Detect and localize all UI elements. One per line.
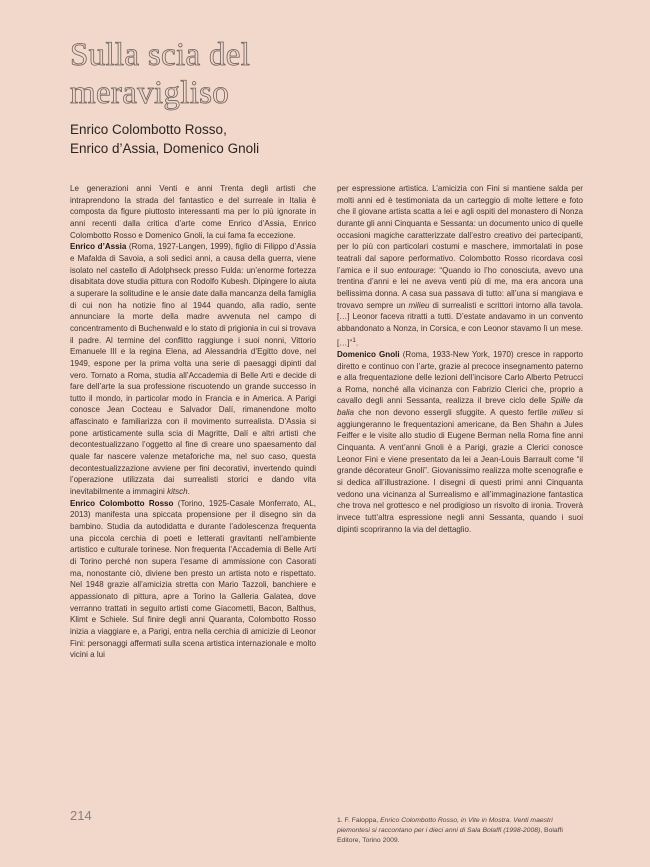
right-column (337, 183, 583, 535)
page-number: 214 (70, 808, 92, 823)
footnote-a: 1. F. Faloppa, (337, 817, 381, 824)
page-subtitle (70, 120, 259, 158)
gnoli-text-a: (Roma, 1933-New York, 1970) cresce in rapporto diretto e continuo con l’arte, grazie al precoce insegnamento paterno e alla frequentazione delle lezioni dell’incisore Carlo Alberto Petrucci a Roma, nonché alla vicinanza con Fabrizio Clerici che, proprio a cavallo degli anni Sessanta, realizza il breve ciclo delle (337, 349, 583, 406)
footnote-b: , Bolaffi Editore, Torino 2009. (337, 827, 563, 844)
footnote-ref: 1 (352, 336, 356, 344)
gnoli-name: Domenico Gnoli (337, 349, 400, 359)
title-line-2: meravigliso (70, 75, 230, 111)
milieu-word-2: milieu (551, 408, 573, 418)
assia-end: . (187, 487, 190, 497)
colombotto-name: Enrico Colombotto Rosso (70, 498, 174, 508)
kitsch-word: kitsch (167, 487, 188, 497)
spille-title: Spille da balia (337, 396, 584, 418)
assia-name: Enrico d’Assia (70, 242, 127, 252)
assia-paragraph (70, 241, 316, 497)
gnoli-paragraph (337, 349, 583, 536)
title-line-1: Sulla scia del (70, 37, 251, 73)
assia-text: (Roma, 1927-Langen, 1999), figlio di Filippo d’Assia e Mafalda di Savoia, a soli sedici anni, a causa della guerra, viene isolato nel castello di Adolphseck presso Fulda: un’enorme fortezza disabitata dove studia pittura con Rodolfo Kubesh. Dipingere lo aiuta a superare la solitudine e le ansie date dalla mancanza della famiglia di cui non ha notizie fino al 1944 quando, alla radio, sente annunciare la morte della madre avvenuta nel campo di concentramento di Buchenwald e lo stato di prigionia in cui si trovava il padre. Al termine del conflitto raggiunge i suoi nonni, Vittorio Emanuele III e la regina Elena, ad Alessandria d’Egitto dove, nel 1949, espone per la prima volta una serie di paesaggi dipinti dal vero. Tornato a Roma, studia all’Accademia di Belle Arti e decide di fare dell’arte la sua professione riscuotendo un grande successo in tutto il mondo, in particolar modo in Francia e in America. A Parigi conosce Jean Cocteau e Salvador Dalí, rimanendone molto affascinato e familiarizza con il movimento surrealista. D’Assia si pone artisticamente sulla scia di Magritte, Dalí e altri artisti che decontestualizzano l’oggetto al fine di creare uno spaesamento dal quale far nascere valenze metaforiche ma, nel suo caso, questa decontestualizzazione avviene per fini decorativi, invertendo quindi l’operazione utilizzata dai surrealisti storici e dando vita inevitabilmente a immagini (70, 242, 317, 497)
left-column (70, 183, 316, 661)
fini-text-c: di surrealisti e scrittori intorno alla tavola. […] Leonor faceva ritratti a tutti. D’estate andavamo in un convento abbandonato a Nonza, in Corsica, e con Leonor stavamo lì un mese. […]” (337, 300, 583, 348)
fini-paragraph (337, 183, 583, 349)
footnote (337, 816, 583, 846)
subtitle-line-2: Enrico d’Assia, Domenico Gnoli (70, 141, 260, 156)
colombotto-text: (Torino, 1925-Casale Monferrato, AL, 2013) manifesta una spiccata propensione per il disegno sin da bambino. Studia da autodidatta e durante l’adolescenza frequenta una piccola cerchia di poeti e letterati gravitanti nell’ambiente artistico e culturale torinese. Non frequenta l’Accademia di Belle Arti di Torino perché non supera l’esame di ammissione con Casorati ma, nonostante ciò, diviene ben presto un artista noto e rispettato. Nel 1948 grazie all’amicizia stretta con Mario Tazzoli, banchiere e appassionato di pittura, apre a Torino la Galleria Galatea, dove verranno trattati in seguito artisti come Giacometti, Bacon, Balthus, Klimt e Schiele. Sul finire degli anni Quaranta, Colombotto Rosso inizia a viaggiare e, a Parigi, entra nella cerchia di amicizie di Leonor Fini: personaggi affermati sulla scena artistica internazionale e molto vicini a lui (70, 498, 316, 660)
entourage-word: entourage (397, 265, 434, 275)
footnote-italic: Enrico Colombotto Rosso, in Vite in Mostra. Venti maestri piemontesi si raccontano per i dieci anni di Sala Bolaffi (1998-2008) (337, 817, 553, 834)
fini-text-b: : “Quando io l’ho conosciuta, avevo una trentina d’anni e lei ne aveva venti più di me, ma era ancora una bellissima donna. A casa sua passava di tutto: all’una si mangiava e trovavo sempre un (337, 265, 583, 310)
milieu-word: milieu (408, 300, 430, 310)
fini-end: . (355, 338, 359, 348)
intro-paragraph: Le generazioni anni Venti e anni Trenta degli artisti che intraprendono la strada del fantastico e del surreale in Italia è composta da figure piuttosto interessanti ma per lo più ignorate in anni recenti dalla critica d’arte come Enrico d’Assia, Enrico Colombotto Rosso e Domenico Gnoli, la cui fama fa eccezione. (70, 184, 316, 240)
page-title (70, 36, 250, 112)
colombotto-paragraph (70, 498, 316, 661)
gnoli-text-b: che non devono essergli sfuggite. A questo fertile (354, 408, 552, 418)
gnoli-text-c: si aggiungeranno le frequentazioni americane, da Ben Shahn a Jules Feiffer e le visite allo studio di Eugene Berman nella Roma fine anni Cinquanta. A vent’anni Gnoli è a Parigi, grazie a Clerici conosce Leonor Fini e viene presentato da lei a Jean-Louis Barrault come “il grande décorateur Gnoli”. Giovanissimo realizza molte scenografie e si dedica all’illustrazione. I disegni di questi primi anni Cinquanta vedono una vicinanza al Surrealismo e all’immaginazione fantastica che trova nel grottesco e nel prodigioso un risvolto di ironia. Troverà invece tutt’altra espressione negli anni Sessanta, quando i suoi dipinti scopriranno la via del dettaglio. (337, 408, 583, 534)
fini-text-a: per espressione artistica. L’amicizia con Fini si mantiene salda per molti anni ed è testimoniata da un carteggio di molte lettere e foto che il giovane artista scatta a lei e agli ospiti del monastero di Nonza durante gli anni Cinquanta e Sessanta: un documento unico di quelle occasioni magiche caratterizzate dall’estro creativo dei partecipanti, per lo più con particolari costumi e maschere, immortalati in pose teatrali dal sapore performativo. Colombotto Rosso ricordava così l’amica e il suo (337, 184, 583, 275)
subtitle-line-1: Enrico Colombotto Rosso, (70, 122, 227, 137)
